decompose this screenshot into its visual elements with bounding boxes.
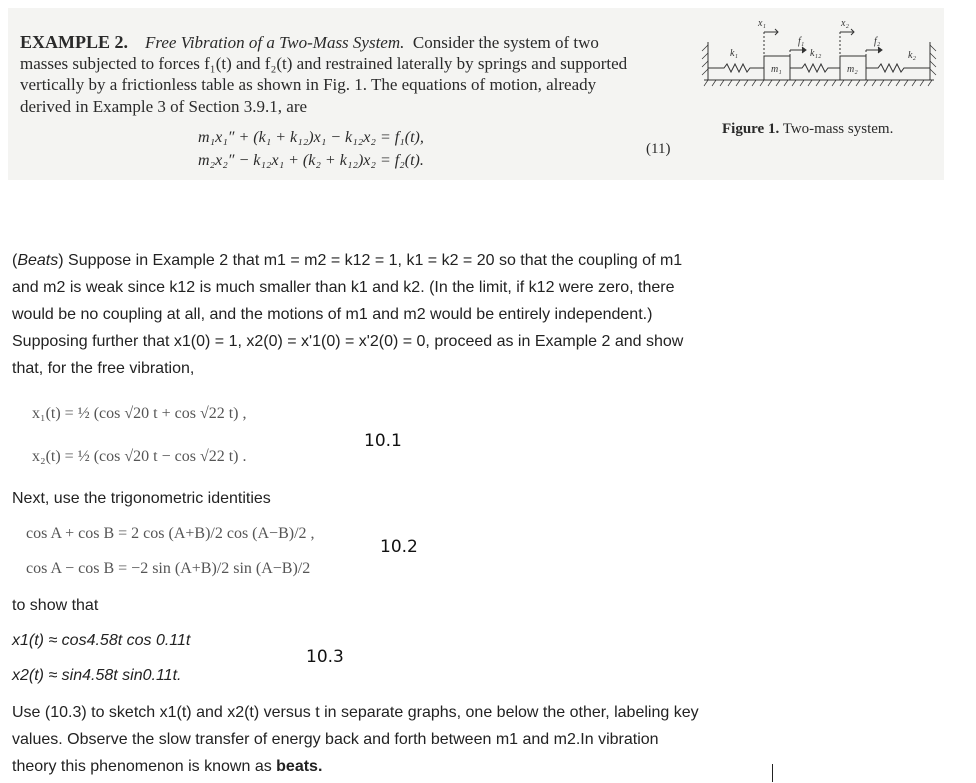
label-f1: f₁ [798, 36, 805, 47]
problem-line-5: that, for the free vibration, [12, 360, 195, 377]
figure-caption-label: Figure 1. [722, 121, 780, 137]
equation-10-1-line-1: x₁(t) = ½ (cos √20 t + cos √22 t) , [32, 405, 247, 422]
label-x2: x₂ [841, 18, 849, 29]
equation-tag-10-1: 10.1 [364, 431, 402, 451]
label-x1: x₁ [758, 18, 766, 29]
beats-label: Beats [17, 252, 59, 269]
problem-line-2: and m2 is weak since k12 is much smaller than k1 and k2. (In the limit, if k12 were zero, there [12, 279, 675, 296]
example-line4: derived in Example 3 of Section 3.9.1, are [20, 97, 308, 116]
identity-10-2-line-1: cos A + cos B = 2 cos (A+B)/2 cos (A−B)/2 , [26, 525, 315, 542]
to-show-line: to show that [12, 597, 99, 614]
label-m1: m₁ [771, 64, 782, 75]
equation-10-3-line-1: x1(t) ≈ cos4.58t cos 0.11t [12, 632, 191, 649]
two-mass-system-figure [698, 12, 942, 104]
example-line2: masses subjected to forces f₁(t) and f₂(t) and restrained laterally by springs and supported [20, 54, 628, 73]
figure-caption [722, 121, 893, 138]
example-heading: EXAMPLE 2. [20, 32, 128, 52]
label-k12: k₁₂ [810, 48, 822, 59]
final-line-3-text: theory this phenomenon is known as [12, 758, 277, 775]
next-line: Next, use the trigonometric identities [12, 490, 271, 507]
final-line-2: values. Observe the slow transfer of energy back and forth between m1 and m2.In vibration [12, 731, 659, 748]
equation-10-1-line-2: x₂(t) = ½ (cos √20 t − cos √22 t) . [32, 448, 247, 465]
equation-tag-10-2: 10.2 [380, 537, 418, 557]
example-line3: vertically by a frictionless table as shown in Fig. 1. The equations of motion, already [20, 75, 597, 94]
label-k1: k₁ [730, 48, 738, 59]
problem-line-1 [12, 247, 682, 274]
final-line-1: Use (10.3) to sketch x1(t) and x2(t) versus t in separate graphs, one below the other, labeling key [12, 704, 699, 721]
example-line1-rest: Consider the system of two [412, 33, 599, 52]
figure-caption-text: Two-mass system. [782, 121, 894, 137]
equation-tag-10-3: 10.3 [306, 647, 344, 667]
paren-open: ( [12, 252, 18, 269]
beats-term: beats. [276, 758, 323, 775]
example-title: Free Vibration of a Two-Mass System. [145, 33, 405, 52]
equation-of-motion-2: m₂x₂″ − k₁₂x₁ + (k₂ + k₁₂)x₂ = f₂(t). [198, 152, 424, 169]
problem-line-1-text: ) Suppose in Example 2 that m1 = m2 = k12 = 1, k1 = k2 = 20 so that the coupling of m1 [58, 252, 683, 269]
final-line-3 [12, 753, 322, 780]
equation-10-3-line-2: x2(t) ≈ sin4.58t sin0.11t. [12, 667, 182, 684]
example-first-line [20, 31, 599, 54]
equation-of-motion-1: m₁x₁″ + (k₁ + k₁₂)x₁ − k₁₂x₂ = f₁(t), [198, 129, 424, 146]
label-k2: k₂ [908, 50, 916, 61]
problem-line-3: would be no coupling at all, and the motions of m1 and m2 would be entirely independent.) [12, 306, 653, 323]
identity-10-2-line-2: cos A − cos B = −2 sin (A+B)/2 sin (A−B)/2 [26, 560, 311, 577]
label-m2: m₂ [847, 64, 858, 75]
problem-line-4: Supposing further that x1(0) = 1, x2(0) = x'1(0) = x'2(0) = 0, proceed as in Example 2 and show [12, 333, 684, 350]
equation-number: (11) [646, 141, 671, 157]
text-cursor[interactable] [772, 764, 773, 782]
label-f2: f₂ [874, 36, 881, 47]
